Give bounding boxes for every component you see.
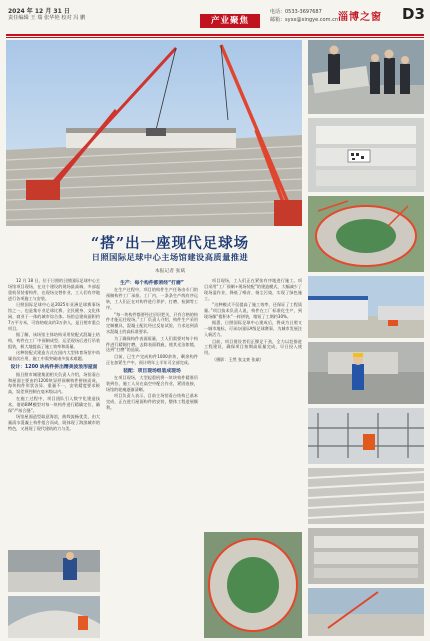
editors-line: 责任编辑 王 瑞 张华艳 校对 冯 鹏 [8,15,86,21]
page-header [0,0,430,36]
text-column-3 [204,278,302,528]
paragraph: 在项目现场，大型起重机将一块块构件精准吊装到位，施工人员在高空中配合作业，紧固连接，场馆的轮廓逐渐清晰。 [106,375,198,392]
section-subhead: 生产：每个构件都须经“打磨” [120,281,184,286]
photo-aerial-stadium [308,196,424,272]
paragraph: 目前，已生产完成构件1000余块，剩余构件正在加紧生产中，预计明年上半年可全部完成。 [106,353,198,365]
paragraph: “每一块构件都要经过层层把关，只有合格的构件才能运往现场。”工厂负责人介绍，构件生产采用定制模具，混凝土配比经过反复试验，力求达到清水混凝土的高标准要求。 [106,311,198,335]
paragraph: 场馆屋面造型取意海浪，曲线流畅优美，由大量清水混凝土构件组合而成，既体现了海滨城市的特色，又展现了现代建筑的力与美。 [8,413,100,431]
text-column-2 [106,278,198,640]
hero-photo-cranes [6,40,302,226]
phone-line: 电话：0533-3697687 [270,9,322,15]
article-byline: 本报记者 张斌 [154,269,186,274]
photo-stands-rows [308,468,424,524]
photo-workers-inspection [308,40,424,114]
paragraph: 在生产过程中，项目的构件生产任务由专门的预制构件工厂承担。工厂内，一条条生产线有序运转，工人们正在对构件进行养护、打磨、检测等工序。 [106,287,198,311]
contact-info [270,9,338,24]
paragraph: 据日照市城建集团相关负责人介绍，场馆看台和屋面主要由约1200块异形预制构件拼接而成，每块构件形状各异、重量不一，安装精度要求极高，误差须控制在毫米级以内。 [8,371,100,395]
paragraph: 项目现场，工人们正在紧张有序地进行施工。项目采用“工厂预制+现场装配”的建造模式，大幅减少了现场湿作业，降低了噪音、扬尘污染，实现了绿色施工。 [204,278,302,301]
photo-steel-frame [308,408,424,464]
page-number: D3 [402,5,425,23]
email-line: 邮箱：syxx@xingye.com.cn [270,16,338,23]
paragraph: 这种装配式建造方式在国内大型体育场馆中尚属首次应用，施工中需突破诸多技术难题。 [8,350,100,362]
paragraph: 据了解，该场馆主体结构采用装配式混凝土结构，构件在工厂中预制成型，运至现场后进行吊装组装，极大地提高了施工效率和质量。 [8,332,100,349]
masthead-logo: 淄博之窗 [338,12,382,23]
photo-worker-polishing [8,550,100,592]
article-subhead: 日照国际足球中心主场馆建设高质量推进 [91,252,249,262]
photo-concrete-parts [308,528,424,584]
photo-precast-components [308,118,424,192]
paragraph: 目前，项目建设者们正铆足干劲，全力以赴推进工程建设，确保项目按期高质量完成，早日投入使用。 [204,338,302,356]
paragraph: 据悉，日照国际足球中心建成后，将成为日照又一城市地标，可承办国际A级足球赛事，为城市发展注入新活力。 [204,320,302,338]
issue-date: 2024 年 12 月 31 日 [8,8,70,15]
header-meta [8,8,85,22]
section-subhead: 设计：1200 块构件拼出精美波浪形屋面 [10,365,98,371]
section-label: 产业聚焦 [200,14,260,28]
header-rule-thin [6,37,424,38]
paragraph: 为了确保构件表面质量，工人们需要对每个构件进行精细打磨，去除表面瑕疵，使其光洁如镜，达到“打磨”的品质。 [106,335,198,353]
paragraph: 在施工过程中，项目团队引入数字化建造技术，借助BIM模型对每一块构件进行精确定位，确保“严丝合缝”。 [8,395,100,413]
photo-credit: （摄影：王然 张文豪 张斌） [212,356,264,362]
photo-stadium-ring [204,532,302,638]
paragraph: “这种模式不仅提高了施工效率，还保证了工程质量。”项目技术负责人说，构件在工厂标准化生产，到现场像“搭积木”一样拼装，缩短了工期约30%。 [204,302,302,319]
text-column-1 [8,278,100,546]
photo-worker-site [308,342,424,404]
header-rule [6,34,424,36]
paragraph: 日照国际足球中心是2025年亚洲足球赛事场馆之一，也是集专业足球比赛、全民健身、文化休闲、商业于一体的城市综合体。场馆总建筑面积约7万平方米，可容纳观众约3万余人，是日照市重点项目。 [8,302,100,331]
photo-curved-roof [8,596,100,638]
photo-factory-exterior [308,276,424,338]
paragraph: 12 月 18 日，位于日照的日照国际足球中心主场馆项目现场，在这个建设的现场最高端，多部起重机吊装着构件，在现场交替作业，工人们有序地进行各项施工与安装。 [8,278,100,301]
section-subhead: 装配：项目现场组装成现场 [123,368,181,374]
paragraph: 项目负责人表示，目前主场馆看台结构已基本完成，正在进行屋面构件的安装，整体工程进展顺利。 [106,393,198,411]
photo-site-overview [308,588,424,636]
article-headline: “搭”出一座现代足球场 [90,235,250,252]
